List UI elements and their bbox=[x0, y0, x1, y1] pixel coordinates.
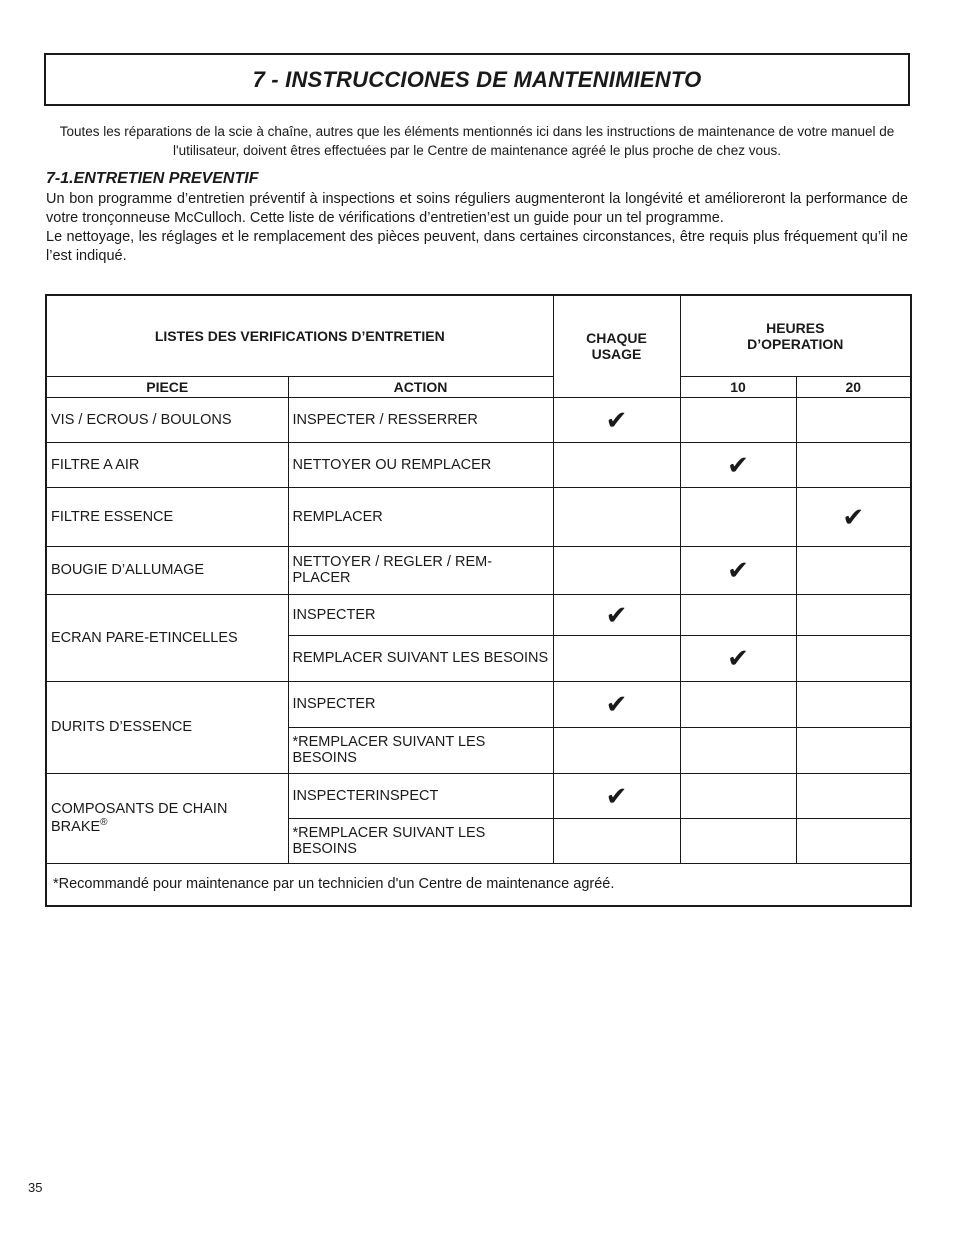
checkmark-icon: ✔ bbox=[605, 689, 628, 719]
chaque-usage-cell bbox=[553, 442, 680, 487]
hours-10-cell bbox=[680, 773, 796, 818]
hours-20-cell bbox=[796, 635, 911, 681]
hours-20-cell bbox=[796, 727, 911, 773]
hours-10-cell bbox=[680, 681, 796, 727]
chaque-usage-cell bbox=[553, 681, 680, 727]
piece-cell bbox=[46, 773, 288, 863]
chaque-usage-cell bbox=[553, 727, 680, 773]
chapter-title: 7 - INSTRUCCIONES DE MANTENIMIENTO bbox=[252, 66, 702, 92]
action-cell: INSPECTER / RESSERRER bbox=[288, 397, 553, 442]
table-row bbox=[46, 546, 911, 594]
chaque-usage-cell bbox=[553, 546, 680, 594]
action-cell: *REMPLACER SUIVANT LES BESOINS bbox=[288, 727, 553, 773]
hours-20-cell bbox=[796, 546, 911, 594]
header-usage: USAGE bbox=[591, 346, 642, 363]
intro-text: Toutes les réparations de la scie à chaîne, autres que les éléments mentionnés ici dans les instructions de maintenance de votre manuel de l'utilisateur, doivent êtres effectuées par le Centre de maintenance agréé le plus proche de chez vous. bbox=[59, 124, 895, 158]
maintenance-table bbox=[45, 294, 912, 907]
table-header-main: LISTES DES VERIFICATIONS D’ENTRETIEN bbox=[46, 295, 553, 376]
table-row bbox=[46, 681, 911, 727]
table-row bbox=[46, 442, 911, 487]
action-cell: REMPLACER SUIVANT LES BESOINS bbox=[288, 635, 553, 681]
checkmark-icon: ✔ bbox=[842, 501, 865, 532]
table-header-chaque-usage bbox=[553, 295, 680, 397]
col-header-20: 20 bbox=[796, 376, 911, 397]
table-row bbox=[46, 594, 911, 635]
section-title: 7-1.ENTRETIEN PREVENTIF bbox=[46, 170, 259, 187]
hours-20-cell bbox=[796, 397, 911, 442]
section-paragraph-1: Un bon programme d’entretien préventif à inspections et soins réguliers augmenteront la longévité et amélioreront la performance de votre tronçonneuse McCulloch. Cette liste de vérifications d’entretien’est un guide pour un tel programme. bbox=[46, 191, 908, 226]
col-header-piece: PIECE bbox=[46, 376, 288, 397]
hours-10-cell bbox=[680, 442, 796, 487]
chaque-usage-cell bbox=[553, 818, 680, 863]
hours-10-cell bbox=[680, 487, 796, 546]
piece-label: COMPOSANTS DE CHAIN BRAKE bbox=[51, 801, 228, 835]
hours-20-cell bbox=[796, 773, 911, 818]
checkmark-icon: ✔ bbox=[727, 449, 749, 480]
checkmark-icon: ✔ bbox=[605, 599, 628, 630]
action-cell: INSPECTER bbox=[288, 681, 553, 727]
table-header-heures bbox=[680, 295, 911, 376]
checkmark-icon: ✔ bbox=[727, 555, 749, 585]
action-cell: NETTOYER OU REMPLACER bbox=[288, 442, 553, 487]
action-cell: *REMPLACER SUIVANT LES BESOINS bbox=[288, 818, 553, 863]
piece-cell: DURITS D’ESSENCE bbox=[46, 681, 288, 773]
registered-mark: ® bbox=[100, 817, 108, 829]
table-footnote: *Recommandé pour maintenance par un technicien d'un Centre de maintenance agréé. bbox=[46, 863, 911, 906]
hours-10-cell bbox=[680, 635, 796, 681]
action-cell: INSPECTERINSPECT bbox=[288, 773, 553, 818]
hours-10-cell bbox=[680, 546, 796, 594]
hours-20-cell bbox=[796, 487, 911, 546]
hours-10-cell bbox=[680, 397, 796, 442]
chapter-title-box bbox=[44, 53, 910, 106]
header-chaque: CHAQUE bbox=[586, 330, 647, 347]
col-header-10: 10 bbox=[680, 376, 796, 397]
piece-cell: FILTRE ESSENCE bbox=[46, 487, 288, 546]
checkmark-icon: ✔ bbox=[605, 780, 628, 811]
hours-20-cell bbox=[796, 681, 911, 727]
piece-cell: BOUGIE D’ALLUMAGE bbox=[46, 546, 288, 594]
table-row bbox=[46, 397, 911, 442]
table-row bbox=[46, 487, 911, 546]
chaque-usage-cell bbox=[553, 773, 680, 818]
chaque-usage-cell bbox=[553, 635, 680, 681]
piece-cell: VIS / ECROUS / BOULONS bbox=[46, 397, 288, 442]
section-paragraph-2: Le nettoyage, les réglages et le remplacement des pièces peuvent, dans certaines circonstances, être requis plus fréquement qu’il ne l’est indiqué. bbox=[46, 229, 908, 264]
hours-20-cell bbox=[796, 818, 911, 863]
header-heures: HEURES bbox=[766, 319, 825, 336]
hours-10-cell bbox=[680, 727, 796, 773]
col-header-action: ACTION bbox=[288, 376, 553, 397]
checkmark-icon: ✔ bbox=[605, 404, 628, 435]
page-number: 35 bbox=[28, 1180, 43, 1195]
piece-cell: ECRAN PARE-ETINCELLES bbox=[46, 594, 288, 681]
hours-10-cell bbox=[680, 818, 796, 863]
checkmark-icon: ✔ bbox=[727, 643, 749, 673]
chaque-usage-cell bbox=[553, 397, 680, 442]
hours-20-cell bbox=[796, 594, 911, 635]
chaque-usage-cell bbox=[553, 487, 680, 546]
action-cell: NETTOYER / REGLER / REM-PLACER bbox=[288, 546, 553, 594]
maintenance-table-wrap bbox=[45, 294, 910, 910]
action-cell: REMPLACER bbox=[288, 487, 553, 546]
chaque-usage-cell bbox=[553, 594, 680, 635]
header-operation: D’OPERATION bbox=[747, 335, 844, 352]
piece-cell: FILTRE A AIR bbox=[46, 442, 288, 487]
hours-20-cell bbox=[796, 442, 911, 487]
hours-10-cell bbox=[680, 594, 796, 635]
action-cell: INSPECTER bbox=[288, 594, 553, 635]
table-row bbox=[46, 773, 911, 818]
